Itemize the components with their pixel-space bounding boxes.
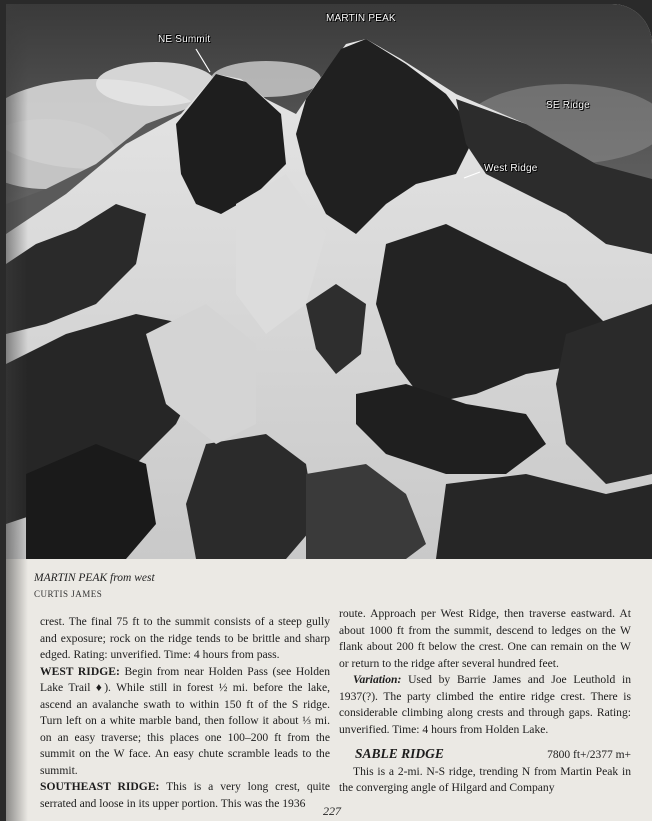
variation-text: Used by Barrie James and Joe Leuthold in 1937(?). The party climbed the entire ridge crest. There is considerable climbing along crests and through gaps. Rating: unverified. Time: 4 hours from Holden Lake. [339,673,631,736]
west-ridge-heading: WEST RIDGE: [40,664,120,678]
left-column [40,614,330,812]
west-ridge-label: West Ridge [484,163,538,174]
se-ridge-label: SE Ridge [546,100,590,111]
variation-heading: Variation: [353,673,402,686]
paragraph-variation [339,672,631,738]
ne-summit-label: NE Summit [158,34,211,45]
sable-ridge-title: SABLE RIDGE [355,746,444,761]
mountain-photo [6,4,652,559]
martin-peak-label: MARTIN PEAK [326,13,396,24]
photo-credit: CURTIS JAMES [34,589,103,599]
book-page [6,4,652,821]
sable-ridge-heading-row [339,746,631,764]
paragraph-west-ridge [40,664,330,780]
paragraph-route: route. Approach per West Ridge, then traverse eastward. At about 1000 ft from the summit, descend to ledges on the W flank about 200 ft below the crest. One can remain on the W or return to the ridge after several hundred feet. [339,607,631,670]
west-ridge-text: Begin from near Holden Pass (see Holden Lake Trail ♦). While still in forest ½ mi. before the lake, ascend an avalanche swath to within 150 ft of the S ridge. Turn left on a white marble band, then follow it about ⅓ mi. on an easy traverse; this places one 100–200 ft from the summit on the W face. An easy chute scramble leads to the summit. [40,664,330,777]
right-column [339,606,631,797]
southeast-ridge-text: This is a very long crest, quite serrated and loose in its upper portion. This was the 1936 [40,780,331,810]
page-number: 227 [323,804,341,818]
paragraph-sable-ridge: This is a 2-mi. N-S ridge, trending N from Martin Peak in the converging angle of Hilgard and Company [339,764,631,794]
photo-caption: MARTIN PEAK from west [34,572,155,584]
paragraph-southeast-ridge [40,779,330,812]
paragraph-crest: crest. The final 75 ft to the summit consists of a steep gully and exposure; rock on the ridge tends to be brittle and sharp edged. Rating: unverified. Time: 4 hours from pass. [40,615,330,661]
binding-shadow [6,4,28,821]
sable-ridge-elevation: 7800 ft+/2377 m+ [547,749,631,761]
southeast-ridge-heading: SOUTHEAST RIDGE: [40,780,160,793]
